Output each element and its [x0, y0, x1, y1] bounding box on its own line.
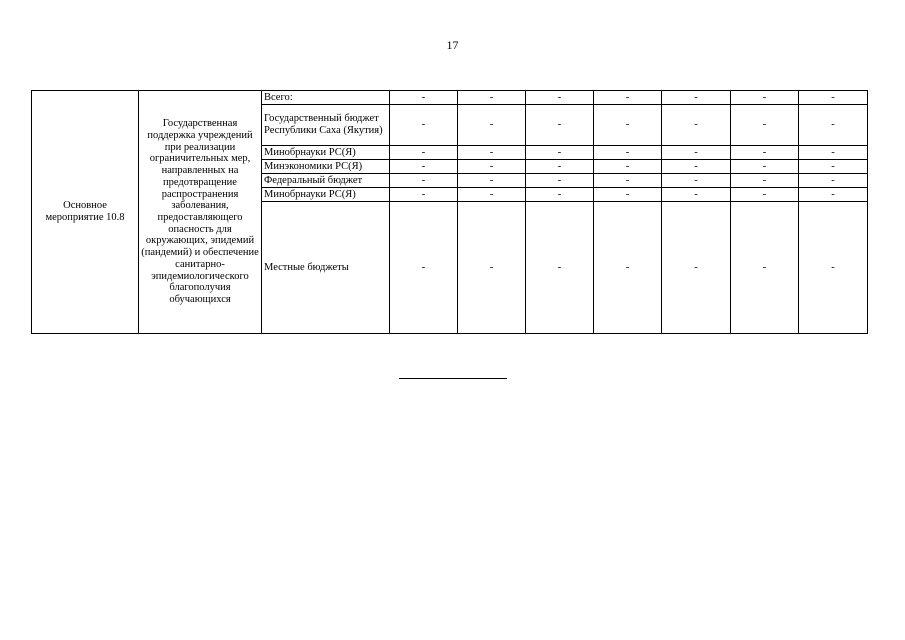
- funding-value-cell: -: [731, 188, 799, 202]
- funding-value-cell: -: [458, 91, 526, 105]
- funding-value-cell: -: [390, 188, 458, 202]
- funding-value-cell: -: [458, 160, 526, 174]
- table-row: [32, 91, 868, 105]
- funding-value-cell: -: [458, 146, 526, 160]
- funding-value-cell: -: [731, 160, 799, 174]
- funding-value-cell: -: [799, 202, 868, 334]
- funding-value-cell: -: [458, 174, 526, 188]
- funding-source-cell: Минобрнауки РС(Я): [262, 146, 390, 160]
- funding-source-cell: Федеральный бюджет: [262, 174, 390, 188]
- funding-value-cell: -: [594, 91, 662, 105]
- funding-value-cell: -: [662, 202, 731, 334]
- funding-value-cell: -: [526, 160, 594, 174]
- funding-value-cell: -: [526, 105, 594, 146]
- funding-value-cell: -: [799, 160, 868, 174]
- funding-value-cell: -: [662, 105, 731, 146]
- funding-source-cell: Государственный бюджет Республики Саха (Якутия): [262, 105, 390, 146]
- funding-value-cell: -: [526, 146, 594, 160]
- funding-value-cell: -: [594, 202, 662, 334]
- funding-value-cell: -: [390, 146, 458, 160]
- page-number: 17: [446, 38, 459, 52]
- funding-value-cell: -: [662, 160, 731, 174]
- footer-rule: [399, 378, 507, 379]
- funding-table: [31, 90, 868, 334]
- funding-value-cell: -: [458, 202, 526, 334]
- funding-value-cell: -: [799, 91, 868, 105]
- funding-value-cell: -: [662, 174, 731, 188]
- funding-source-cell: Минобрнауки РС(Я): [262, 188, 390, 202]
- funding-source-cell: Местные бюджеты: [262, 202, 390, 334]
- funding-value-cell: -: [799, 188, 868, 202]
- funding-value-cell: -: [594, 160, 662, 174]
- funding-value-cell: -: [662, 146, 731, 160]
- measure-description-cell: Государственная поддержка учреждений при реализации ограничительных мер, направленных на предотвращение распространения заболевания, предоставляющего опасность для окружающих, эпидемий (пандемий) и обеспечение санитарно-эпидемиологического благополучия обучающихся: [139, 91, 262, 334]
- funding-source-cell: Всего:: [262, 91, 390, 105]
- measure-name-cell: Основное мероприятие 10.8: [32, 91, 139, 334]
- funding-source-cell: Минэкономики РС(Я): [262, 160, 390, 174]
- funding-value-cell: -: [731, 174, 799, 188]
- funding-value-cell: -: [458, 105, 526, 146]
- funding-value-cell: -: [526, 174, 594, 188]
- funding-value-cell: -: [731, 91, 799, 105]
- funding-value-cell: -: [731, 146, 799, 160]
- funding-value-cell: -: [526, 91, 594, 105]
- table-body: [32, 91, 868, 334]
- funding-value-cell: -: [526, 202, 594, 334]
- funding-value-cell: -: [731, 202, 799, 334]
- funding-value-cell: -: [731, 105, 799, 146]
- funding-value-cell: -: [390, 174, 458, 188]
- funding-value-cell: -: [390, 202, 458, 334]
- funding-value-cell: -: [799, 146, 868, 160]
- funding-value-cell: -: [662, 91, 731, 105]
- funding-value-cell: -: [390, 160, 458, 174]
- funding-value-cell: -: [594, 188, 662, 202]
- funding-value-cell: -: [799, 105, 868, 146]
- funding-value-cell: -: [594, 146, 662, 160]
- funding-value-cell: -: [390, 105, 458, 146]
- funding-value-cell: -: [458, 188, 526, 202]
- funding-value-cell: -: [390, 91, 458, 105]
- funding-value-cell: -: [594, 105, 662, 146]
- funding-value-cell: -: [594, 174, 662, 188]
- funding-value-cell: -: [526, 188, 594, 202]
- funding-value-cell: -: [799, 174, 868, 188]
- funding-value-cell: -: [662, 188, 731, 202]
